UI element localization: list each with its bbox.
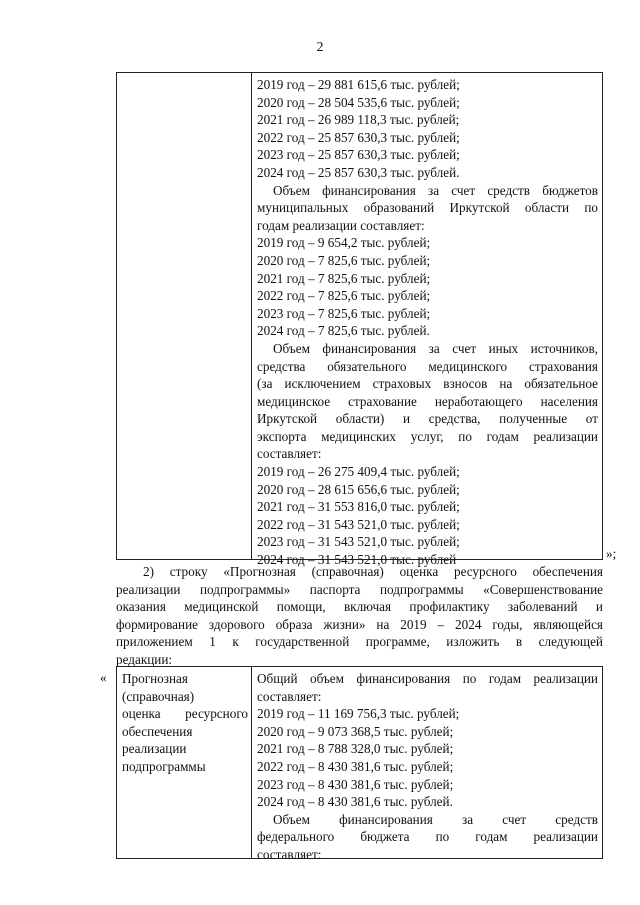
page-number: 2: [316, 40, 324, 55]
text-line: 2023 год – 7 825,6 тыс. рублей;: [257, 305, 431, 321]
text-line: 2019 год – 26 275 409,4 тыс. рублей;: [257, 464, 460, 480]
text-line: экспорта медицинских услуг, по годам реализации: [257, 428, 598, 444]
text-line: 2024 год – 25 857 630,3 тыс. рублей.: [257, 164, 460, 180]
table-column-divider: [251, 667, 252, 858]
text-line: 2021 год – 26 989 118,3 тыс. рублей;: [257, 112, 460, 128]
text-line: 2021 год – 7 825,6 тыс. рублей;: [257, 270, 431, 286]
text-line: 2019 год – 11 169 756,3 тыс. рублей;: [257, 706, 460, 722]
text-line: 2019 год – 29 881 615,6 тыс. рублей;: [257, 77, 460, 92]
text-line: оценка ресурсного: [122, 706, 248, 722]
text-line: (справочная): [122, 688, 195, 704]
text-line: годам реализации составляет:: [257, 217, 425, 233]
paragraph-line: 2) строку «Прогнозная (справочная) оценка ресурсного обеспечения: [143, 564, 603, 579]
text-line: составляет:: [257, 446, 322, 462]
text-line: Иркутской области) и средства, полученные от: [257, 411, 598, 427]
funding-table-bottom: [116, 666, 603, 862]
text-line: обеспечения: [122, 723, 193, 739]
text-line: 2021 год – 31 553 816,0 тыс. рублей;: [257, 499, 460, 515]
text-line: 2020 год – 28 615 656,6 тыс. рублей;: [257, 481, 460, 497]
paragraph-line: редакции:: [116, 651, 173, 667]
text-line: медицинское страхование неработающего населения: [257, 393, 598, 409]
text-line: 2020 год – 9 073 368,5 тыс. рублей;: [257, 723, 454, 739]
text-line: 2024 год – 8 430 381,6 тыс. рублей.: [257, 794, 453, 810]
paragraph-line: оказания медицинской помощи, включая профилактику заболеваний и: [116, 599, 603, 615]
text-line: составляет:: [257, 846, 322, 862]
text-line: Общий объем финансирования по годам реализации: [257, 671, 598, 686]
text-line: (за исключением страховых взносов на обязательное: [257, 376, 598, 392]
text-line: 2020 год – 7 825,6 тыс. рублей;: [257, 252, 431, 268]
text-line: 2020 год – 28 504 535,6 тыс. рублей;: [257, 94, 460, 110]
text-line: 2022 год – 8 430 381,6 тыс. рублей;: [257, 758, 454, 774]
funding-table-top: [116, 72, 603, 568]
text-line: 2024 год – 7 825,6 тыс. рублей.: [257, 323, 430, 339]
text-line: 2023 год – 25 857 630,3 тыс. рублей;: [257, 147, 460, 163]
text-line: 2022 год – 25 857 630,3 тыс. рублей;: [257, 129, 460, 145]
text-line: Объем финансирования за счет средств бюджетов: [273, 182, 598, 198]
text-line: подпрограммы: [122, 758, 206, 774]
text-line: составляет:: [257, 688, 322, 704]
text-line: Объем финансирования за счет средств: [273, 811, 598, 827]
text-line: 2021 год – 8 788 328,0 тыс. рублей;: [257, 741, 454, 757]
text-line: Объем финансирования за счет иных источников,: [273, 340, 598, 356]
text-line: 2022 год – 7 825,6 тыс. рублей;: [257, 288, 431, 304]
funding-text-cell: [257, 670, 598, 864]
text-line: 2024 год – 31 543 521,0 тыс. рублей: [257, 552, 457, 568]
closing-quote: »;: [606, 546, 617, 561]
text-line: 2023 год – 8 430 381,6 тыс. рублей;: [257, 776, 454, 792]
text-line: средства обязательного медицинского страхования: [257, 358, 598, 374]
text-line: 2023 год – 31 543 521,0 тыс. рублей;: [257, 534, 460, 550]
text-line: 2022 год – 31 543 521,0 тыс. рублей;: [257, 516, 460, 532]
funding-text-cell: [257, 76, 598, 569]
amendment-paragraph: [116, 563, 603, 669]
table-column-divider: [251, 73, 252, 559]
paragraph-line: приложением 1 к государственной программе, изложить в следующей: [116, 634, 603, 650]
text-line: реализации: [122, 741, 187, 757]
paragraph-line: реализации подпрограммы» паспорта подпрограммы «Совершенствование: [116, 581, 603, 597]
text-line: Прогнозная: [122, 671, 188, 686]
text-line: 2019 год – 9 654,2 тыс. рублей;: [257, 235, 431, 251]
text-line: федерального бюджета по годам реализации: [257, 829, 598, 845]
row-label-cell: [122, 670, 248, 776]
paragraph-line: формирование здорового образа жизни» на 2019 – 2024 годы, являющейся: [116, 616, 603, 632]
opening-quote: «: [100, 670, 107, 685]
text-line: муниципальных образований Иркутской области по: [257, 200, 598, 216]
